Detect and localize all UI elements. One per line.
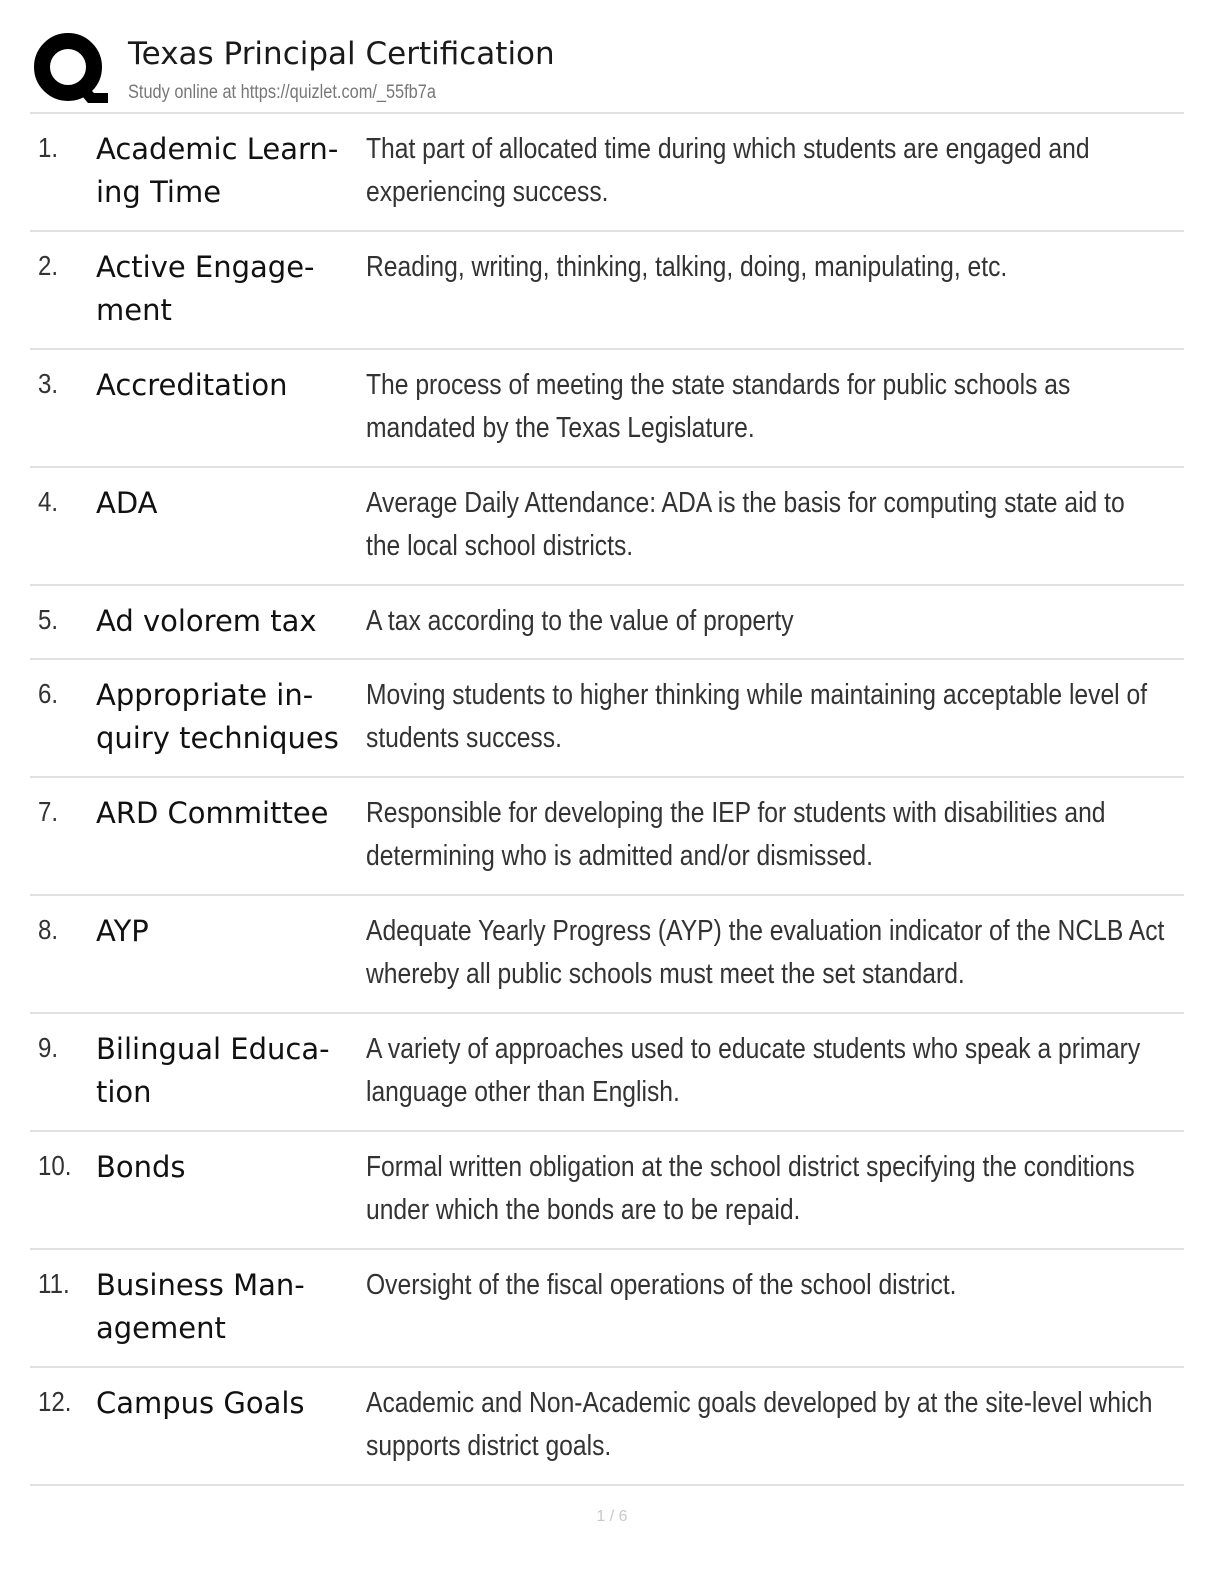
term-row (30, 468, 1184, 586)
term-word: Bonds (96, 1150, 186, 1184)
quizlet-q-logo-icon (32, 31, 108, 107)
term-word: AYP (96, 914, 149, 948)
term-row (30, 114, 1184, 232)
term-definition: Academic and Non-Academic goals developed by at the site-level which supports district goals. (366, 1387, 1153, 1462)
term-number: 7. (38, 796, 59, 827)
term-definition: Moving students to higher thinking while maintaining acceptable level of students success. (366, 679, 1148, 754)
term-number: 4. (38, 486, 59, 517)
term-number: 8. (38, 914, 59, 945)
term-row (30, 350, 1184, 468)
document-title: Texas Principal Certification (128, 36, 555, 72)
term-word: Appropriate in- quiry techniques (96, 678, 339, 755)
term-word: Campus Goals (96, 1386, 305, 1420)
term-word: Accreditation (96, 368, 288, 402)
term-row (30, 660, 1184, 778)
term-definition: Adequate Yearly Progress (AYP) the evaluation indicator of the NCLB Act whereby all public schools must meet the set standard. (366, 915, 1165, 990)
term-row (30, 586, 1184, 660)
term-word: Academic Learn- ing Time (96, 132, 339, 209)
term-word: Bilingual Educa- tion (96, 1032, 330, 1109)
term-definition: A variety of approaches used to educate students who speak a primary language other than English. (366, 1033, 1141, 1108)
term-number: 5. (38, 604, 59, 635)
term-row (30, 778, 1184, 896)
study-online-link[interactable]: Study online at https://quizlet.com/_55fb7a (128, 82, 436, 103)
term-number: 12. (38, 1386, 72, 1417)
term-word: Ad volorem tax (96, 604, 317, 638)
term-row (30, 1014, 1184, 1132)
term-number: 2. (38, 250, 59, 281)
page-number: 1 / 6 (596, 1508, 628, 1525)
term-number: 3. (38, 368, 59, 399)
term-word: ARD Committee (96, 796, 329, 830)
term-row (30, 1250, 1184, 1368)
term-word: Business Man- agement (96, 1268, 305, 1345)
term-definition: That part of allocated time during which students are engaged and experiencing success. (366, 133, 1090, 208)
term-number: 1. (38, 132, 59, 163)
term-number: 11. (38, 1268, 70, 1299)
term-list (30, 114, 1184, 1486)
term-definition: The process of meeting the state standards for public schools as mandated by the Texas Legislature. (366, 369, 1071, 444)
term-definition: Average Daily Attendance: ADA is the basis for computing state aid to the local school districts. (366, 487, 1125, 562)
term-definition: A tax according to the value of property (366, 605, 794, 637)
term-row (30, 1132, 1184, 1250)
term-row (30, 1368, 1184, 1486)
term-number: 6. (38, 678, 59, 709)
term-definition: Reading, writing, thinking, talking, doing, manipulating, etc. (366, 251, 1008, 283)
term-definition: Oversight of the fiscal operations of the school district. (366, 1269, 957, 1301)
term-definition: Responsible for developing the IEP for students with disabilities and determining who is admitted and/or dismissed. (366, 797, 1106, 872)
document-header (30, 28, 1184, 114)
term-row (30, 232, 1184, 350)
term-word: ADA (96, 486, 158, 520)
term-word: Active Engage- ment (96, 250, 315, 327)
term-definition: Formal written obligation at the school district specifying the conditions under which the bonds are to be repaid. (366, 1151, 1135, 1226)
term-number: 9. (38, 1032, 59, 1063)
term-row (30, 896, 1184, 1014)
term-number: 10. (38, 1150, 72, 1181)
